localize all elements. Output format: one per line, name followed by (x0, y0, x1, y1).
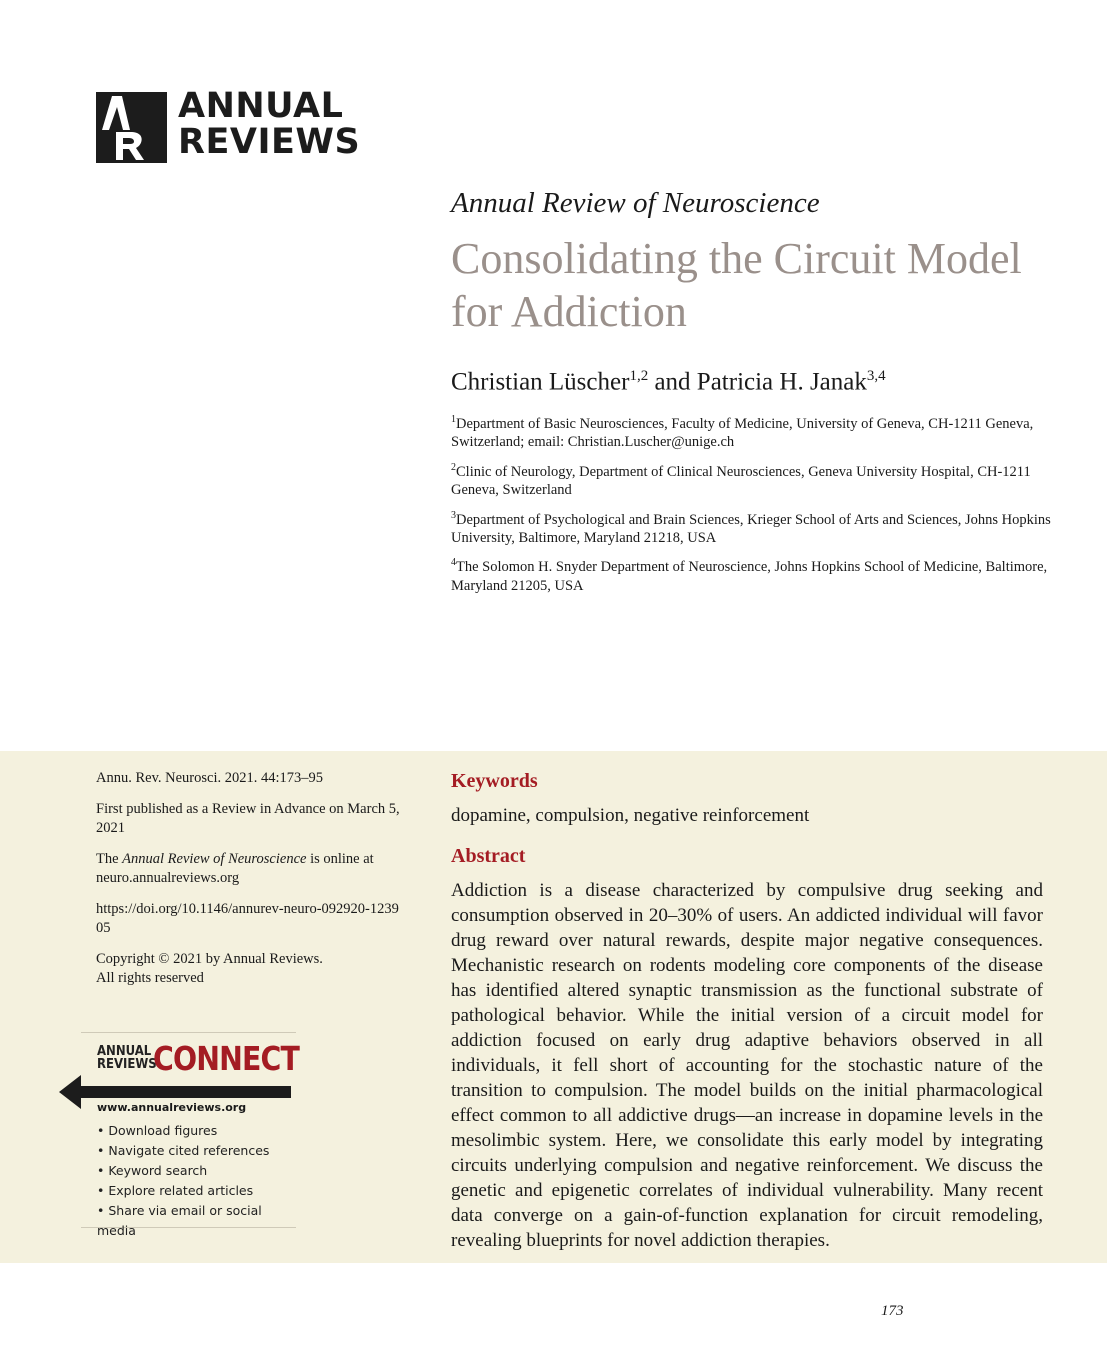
connect-url[interactable]: www.annualreviews.org (97, 1101, 247, 1114)
affiliation-number: 3 (451, 509, 456, 521)
copyright-line: Copyright © 2021 by Annual Reviews. (96, 951, 323, 967)
affiliation-text: Clinic of Neurology, Department of Clinical Neurosciences, Geneva University Hospital, CH-1211 Geneva, Switzerland (451, 463, 1031, 499)
abstract-heading: Abstract (451, 845, 526, 867)
rights-line: All rights reserved (96, 970, 204, 986)
list-item: • Share via email or social media (97, 1203, 262, 1238)
logo-line-annual: ANNUAL (178, 86, 344, 126)
journal-name: Annual Review of Neuroscience (451, 187, 820, 219)
affiliation-number: 4 (451, 557, 456, 569)
online-suffix: is online at neuro.annualreviews.org (96, 851, 374, 886)
ar-logo-icon (96, 92, 167, 163)
affiliation-number: 2 (451, 461, 456, 473)
author-name: Patricia H. Janak (696, 368, 867, 396)
connect-wordmark: CONNECT (153, 1039, 300, 1078)
affiliation-item (451, 554, 1051, 595)
author-line (451, 368, 886, 396)
annual-reviews-logo (96, 86, 376, 166)
connect-feature-list (97, 1121, 296, 1241)
online-prefix: The (96, 851, 119, 867)
affiliation-text: The Solomon H. Snyder Department of Neuroscience, Johns Hopkins School of Medicine, Baltimore, Maryland 21205, USA (451, 559, 1048, 594)
affiliation-item (451, 507, 1051, 548)
online-note (96, 850, 406, 888)
page-number: 173 (881, 1303, 904, 1319)
logo-wordmark (178, 88, 360, 160)
copyright (96, 950, 406, 988)
logo-line-reviews: REVIEWS (178, 122, 361, 162)
abstract-text: Addiction is a disease characterized by compulsive drug seeking and consumption observed in 20–30% of users. An addicted individual will favor drug reward over natural rewards, despite major negative consequences. Mechanistic research on rodents modeling core components of the disease has identified altered synaptic transmission as the functional substrate of pathological behavior. While the initial version of a circuit model for addiction focused on early drug adaptive behaviors observed in all individuals, it fell short of accounting for the stochastic nature of the transition to compulsion. The model builds on the initial pharmacological effect common to all addictive drugs—an increase in dopamine levels in the mesolimbic system. Here, we consolidate this early model by integrating circuits underlying compulsion and negative reinforcement. We discuss the genetic and epigenetic correlates of individual vulnerability. Many recent data converge on a gain-of-function explanation for circuit remodeling, revealing blueprints for novel addiction therapies. (451, 880, 1043, 1251)
article-title: Consolidating the Circuit Model for Addiction (451, 234, 1022, 336)
author-joiner: and (654, 368, 691, 396)
keywords-abstract (451, 770, 1043, 1253)
affiliation-item (451, 411, 1051, 452)
keywords-text: dopamine, compulsion, negative reinforcement (451, 805, 810, 826)
list-item: • Explore related articles (97, 1183, 254, 1198)
article-info-sidebar (96, 769, 406, 988)
list-item: • Download figures (97, 1123, 218, 1138)
connect-small-label (97, 1045, 157, 1071)
author-name: Christian Lüscher (451, 368, 630, 396)
list-item: • Navigate cited references (97, 1143, 270, 1158)
online-journal: Annual Review of Neuroscience (122, 851, 307, 867)
author-affil-ref: 3,4 (866, 368, 886, 384)
keywords-heading: Keywords (451, 770, 538, 792)
affiliations (451, 411, 1051, 602)
connect-small-line: ANNUAL (97, 1044, 152, 1059)
publish-date: First published as a Review in Advance on March 5, 2021 (96, 801, 400, 836)
author-affil-ref: 1,2 (629, 368, 649, 384)
connect-small-line: REVIEWS (97, 1057, 157, 1072)
affiliation-text: Department of Basic Neurosciences, Faculty of Medicine, University of Geneva, CH-1211 Geneva, Switzerland; email: Christian.Luscher@unige.ch (451, 415, 1034, 451)
list-item: • Keyword search (97, 1163, 208, 1178)
citation: Annu. Rev. Neurosci. 2021. 44:173–95 (96, 770, 324, 786)
annual-reviews-connect[interactable] (81, 1032, 300, 1238)
affiliation-number: 1 (451, 414, 456, 425)
affiliation-text: Department of Psychological and Brain Sciences, Krieger School of Arts and Sciences, Johns Hopkins University, Baltimore, Maryland 21218, USA (451, 511, 1051, 546)
affiliation-item (451, 459, 1051, 500)
doi-link[interactable]: https://doi.org/10.1146/annurev-neuro-092920-123905 (96, 901, 399, 936)
